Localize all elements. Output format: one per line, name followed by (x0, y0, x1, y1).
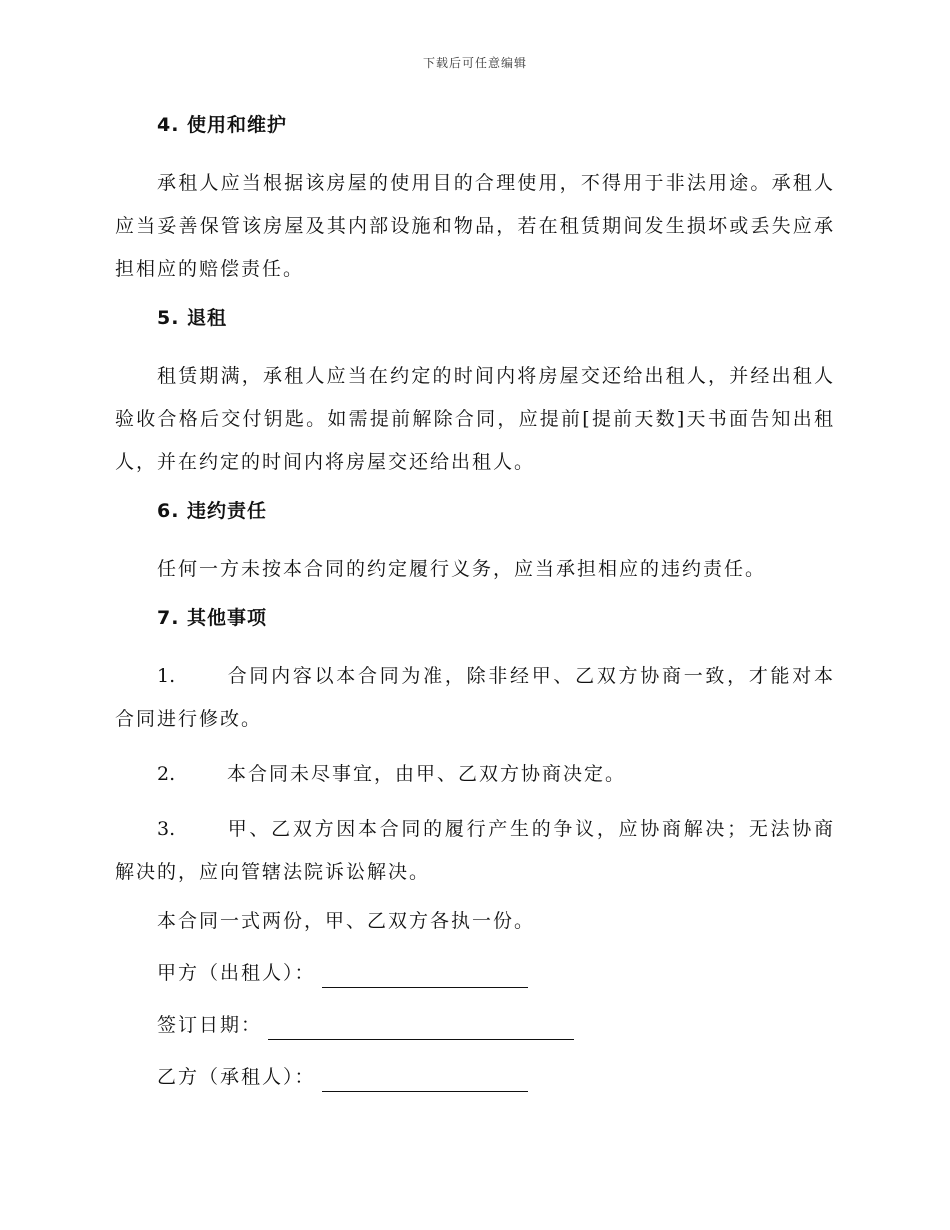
section-4-paragraph: 承租人应当根据该房屋的使用目的合理使用，不得用于非法用途。承租人应当妥善保管该房屋及其内部设施和物品，若在租赁期间发生损坏或丢失应承担相应的赔偿责任。 (115, 172, 835, 280)
closing-text: 本合同一式两份，甲、乙双方各执一份。 (157, 910, 536, 932)
page-header: 下载后可任意编辑 (422, 56, 527, 70)
section-5-heading: 5. 退租 (157, 307, 228, 329)
section-5-paragraph: 租赁期满，承租人应当在约定的时间内将房屋交还给出租人，并经出租人验收合格后交付钥匙。如需提前解除合同，应提前[提前天数]天书面告知出租人，并在约定的时间内将房屋交还给出租人。 (115, 365, 835, 473)
list-item-number: 2. (157, 763, 176, 785)
signing-date (157, 1010, 835, 1040)
closing-statement (157, 906, 835, 936)
section-6-paragraph: 任何一方未按本合同的约定履行义务，应当承担相应的违约责任。 (157, 558, 767, 580)
list-item (115, 808, 835, 894)
list-item-number: 1. (157, 665, 176, 687)
party-a-label: 甲方（出租人）： (157, 962, 316, 984)
section-4-heading: 4. 使用和维护 (157, 114, 288, 136)
party-b-label: 乙方（承租人）： (157, 1066, 316, 1088)
signing-date-label: 签订日期： (157, 1014, 263, 1036)
party-a-signature-blank (322, 967, 528, 988)
list-item (115, 753, 835, 796)
signing-date-blank (268, 1019, 574, 1040)
document-body (115, 110, 835, 1114)
list-item (115, 655, 835, 741)
section-7-heading: 7. 其他事项 (157, 607, 268, 629)
party-b-signature (157, 1062, 835, 1092)
section-6-heading: 6. 违约责任 (157, 500, 268, 522)
party-a-signature (157, 958, 835, 988)
list-item-number: 3. (157, 818, 176, 840)
list-item-text: 甲、乙双方因本合同的履行产生的争议，应协商解决；无法协商解决的，应向管辖法院诉讼解决。 (115, 818, 835, 883)
party-b-signature-blank (322, 1071, 528, 1092)
list-item-text: 本合同未尽事宜，由甲、乙双方协商决定。 (227, 763, 627, 785)
list-item-text: 合同内容以本合同为准，除非经甲、乙双方协商一致，才能对本合同进行修改。 (115, 665, 835, 730)
